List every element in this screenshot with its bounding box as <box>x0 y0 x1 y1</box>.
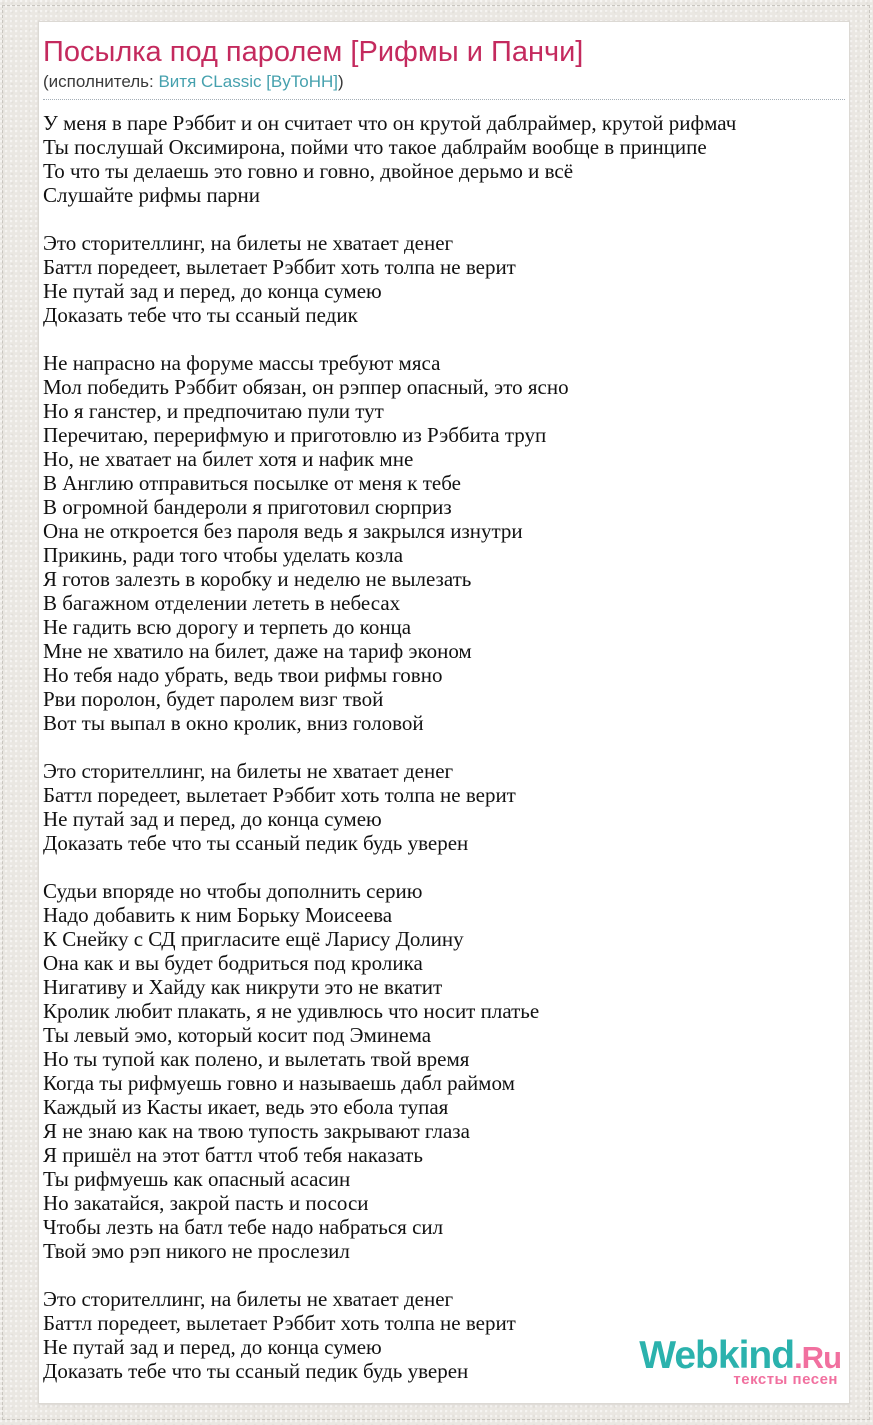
lyric-line: Я пришёл на этот баттл чтоб тебя наказать <box>43 1143 423 1168</box>
lyric-line: Мне не хватило на билет, даже на тариф эконом <box>43 639 472 664</box>
lyric-line: Я не знаю как на твою тупость закрывают глаза <box>43 1119 470 1144</box>
lyric-line: Это сторителлинг, на билеты не хватает денег <box>43 231 454 256</box>
lyric-line: Слушайте рифмы парни <box>43 183 260 208</box>
lyric-line: Но закатайся, закрой пасть и пососи <box>43 1191 369 1216</box>
lyric-line: Но тебя надо убрать, ведь твои рифмы говно <box>43 663 443 688</box>
lyric-line: Баттл поредеет, вылетает Рэббит хоть толпа не верит <box>43 255 516 280</box>
lyric-line: Но я ганстер, и предпочитаю пули тут <box>43 399 384 424</box>
logo-domain-text: .Ru <box>794 1340 841 1375</box>
artist-line <box>43 72 845 100</box>
lyric-line: Прикинь, ради того чтобы уделать козла <box>43 543 404 568</box>
artist-link[interactable]: Витя CLassic [ByToHH] <box>158 72 338 92</box>
lyric-line: Кролик любит плакать, я не удивлюсь что носит платье <box>43 999 540 1024</box>
lyrics-text <box>43 111 845 1383</box>
lyric-line: Мол победить Рэббит обязан, он рэппер опасный, это ясно <box>43 375 569 400</box>
lyric-line: Она не откроется без пароля ведь я закрылся изнутри <box>43 519 523 544</box>
artist-close-paren: ) <box>338 72 344 92</box>
lyric-line: Ты послушай Оксимирона, пойми что такое даблрайм вообще в принципе <box>43 135 707 160</box>
artist-label: (исполнитель: <box>43 72 159 92</box>
logo-tagline: тексты песен <box>733 1371 838 1388</box>
lyric-line: Ты левый эмо, который косит под Эминема <box>43 1023 432 1048</box>
lyric-line: Это сторителлинг, на билеты не хватает денег <box>43 759 454 784</box>
lyric-line: Чтобы лезть на батл тебе надо набраться сил <box>43 1215 444 1240</box>
lyric-line: Вот ты выпал в окно кролик, вниз головой <box>43 711 424 736</box>
verse <box>43 759 845 855</box>
lyric-line: Доказать тебе что ты ссаный педик будь уверен <box>43 1359 469 1384</box>
lyric-line: В Англию отправиться посылке от меня к тебе <box>43 471 461 496</box>
lyric-line: Не путай зад и перед, до конца сумею <box>43 1335 382 1360</box>
lyric-line: Доказать тебе что ты ссаный педик <box>43 303 358 328</box>
lyric-line: В багажном отделении лететь в небесах <box>43 591 401 616</box>
lyric-line: Каждый из Касты икает, ведь это ебола тупая <box>43 1095 449 1120</box>
lyric-line: Баттл поредеет, вылетает Рэббит хоть толпа не верит <box>43 783 516 808</box>
webkind-logo-main <box>639 1336 841 1375</box>
lyric-line: Когда ты рифмуешь говно и называешь дабл раймом <box>43 1071 515 1096</box>
logo-brand-text: Webkind <box>639 1334 795 1377</box>
lyric-line: Перечитаю, перерифмую и приготовлю из Рэббита труп <box>43 423 547 448</box>
lyric-line: Не гадить всю дорогу и терпеть до конца <box>43 615 412 640</box>
lyric-line: Не путай зад и перед, до конца сумею <box>43 279 382 304</box>
lyric-line: Это сторителлинг, на билеты не хватает денег <box>43 1287 454 1312</box>
lyric-line: Ты рифмуешь как опасный асасин <box>43 1167 351 1192</box>
lyric-line: Рви поролон, будет паролем визг твой <box>43 687 384 712</box>
lyric-line: Не напрасно на форуме массы требуют мяса <box>43 351 441 376</box>
lyric-line: Твой эмо рэп никого не прослезил <box>43 1239 350 1264</box>
verse <box>43 351 845 735</box>
lyrics-card <box>38 21 850 1404</box>
lyric-line: Доказать тебе что ты ссаный педик будь уверен <box>43 831 469 856</box>
lyric-line: В огромной бандероли я приготовил сюрприз <box>43 495 452 520</box>
lyric-line: Я готов залезть в коробку и неделю не вылезать <box>43 567 472 592</box>
lyric-line: Баттл поредеет, вылетает Рэббит хоть толпа не верит <box>43 1311 516 1336</box>
lyric-line: Но ты тупой как полено, и вылетать твой время <box>43 1047 470 1072</box>
verse <box>43 111 845 207</box>
lyric-line: К Снейку с СД пригласите ещё Ларису Долину <box>43 927 464 952</box>
lyric-line: Она как и вы будет бодриться под кролика <box>43 951 423 976</box>
verse <box>43 879 845 1263</box>
lyric-line: У меня в паре Рэббит и он считает что он крутой даблраймер, крутой рифмач <box>43 111 737 136</box>
lyric-line: Нигативу и Хайду как никрути это не вкатит <box>43 975 443 1000</box>
lyric-line: Судьи впоряде но чтобы дополнить серию <box>43 879 423 904</box>
webkind-logo[interactable] <box>639 1336 841 1387</box>
song-title: Посылка под паролем [Рифмы и Панчи] <box>43 36 584 68</box>
lyric-line: То что ты делаешь это говно и говно, двойное дерьмо и всё <box>43 159 574 184</box>
verse <box>43 231 845 327</box>
lyric-line: Не путай зад и перед, до конца сумею <box>43 807 382 832</box>
lyric-line: Но, не хватает на билет хотя и нафик мне <box>43 447 414 472</box>
lyric-line: Надо добавить к ним Борьку Моисеева <box>43 903 393 928</box>
